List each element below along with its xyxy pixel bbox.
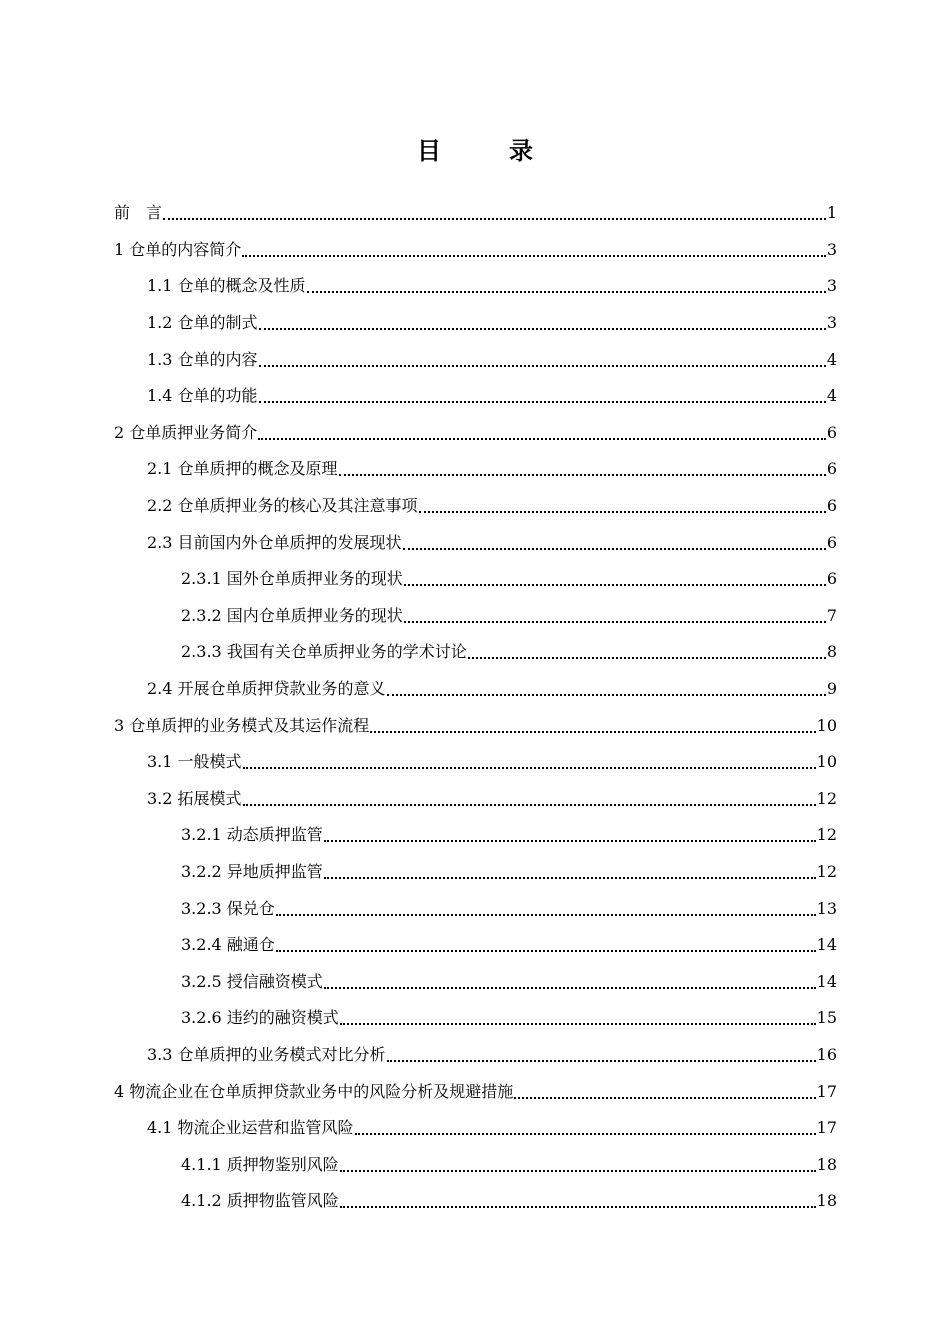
toc-entry-label: 2 仓单质押业务简介: [114, 422, 258, 442]
toc-dot-leader: [403, 528, 826, 550]
toc-entry-label: 2.3.1 国外仓单质押业务的现状: [181, 569, 403, 589]
toc-entry-label: 1 仓单的内容简介: [114, 239, 242, 259]
toc-entry[interactable]: [147, 378, 837, 415]
toc-dot-leader: [468, 637, 826, 659]
toc-dot-leader: [243, 747, 816, 769]
toc-entry-label: 2.3.3 我国有关仓单质押业务的学术讨论: [181, 642, 467, 662]
toc-entry[interactable]: [181, 854, 837, 891]
toc-entry[interactable]: [114, 415, 837, 452]
toc-dot-leader: [324, 967, 816, 989]
toc-entry-page-number: 6: [826, 496, 837, 516]
toc-dot-leader: [276, 894, 816, 916]
toc-dot-leader: [163, 198, 826, 220]
toc-entry[interactable]: [181, 634, 837, 671]
toc-entry-page-number: 8: [826, 642, 837, 662]
toc-entry-label: 3.2.6 违约的融资模式: [181, 1008, 339, 1028]
toc-dot-leader: [370, 711, 815, 733]
toc-entry-label: 3.2.1 动态质押监管: [181, 825, 323, 845]
toc-dot-leader: [242, 235, 826, 257]
toc-entry-page-number: 12: [816, 861, 837, 881]
toc-title: 目 录: [417, 137, 555, 165]
toc-entry[interactable]: [147, 1110, 837, 1147]
toc-entry-page-number: 6: [826, 532, 837, 552]
toc-entry-label: 3.3 仓单质押的业务模式对比分析: [147, 1044, 386, 1064]
toc-entry-label: 4.1.1 质押物鉴别风险: [181, 1154, 339, 1174]
toc-dot-leader: [387, 1040, 816, 1062]
toc-dot-leader: [419, 491, 826, 513]
toc-entry-page-number: 18: [816, 1154, 837, 1174]
toc-dot-leader: [259, 308, 826, 330]
toc-entry-label: 3.2.2 异地质押监管: [181, 861, 323, 881]
toc-entry-label: 4.1.2 质押物监管风险: [181, 1191, 339, 1211]
toc-dot-leader: [340, 1186, 816, 1208]
toc-entry[interactable]: [147, 451, 837, 488]
toc-entry-label: 1.2 仓单的制式: [147, 313, 258, 333]
toc-entry[interactable]: [147, 744, 837, 781]
toc-entry[interactable]: [147, 488, 837, 525]
toc-dot-leader: [307, 271, 826, 293]
toc-entry-page-number: 1: [826, 203, 837, 223]
toc-entry[interactable]: [181, 1000, 837, 1037]
toc-list: [0, 195, 950, 1220]
toc-dot-leader: [243, 784, 816, 806]
toc-dot-leader: [340, 1150, 816, 1172]
toc-entry-page-number: 4: [826, 349, 837, 369]
toc-entry[interactable]: [114, 232, 837, 269]
toc-entry-label: 3.2 拓展模式: [147, 788, 242, 808]
toc-entry-page-number: 12: [816, 788, 837, 808]
toc-entry[interactable]: [181, 927, 837, 964]
toc-entry-page-number: 15: [816, 1008, 837, 1028]
toc-entry[interactable]: [181, 890, 837, 927]
toc-entry-page-number: 10: [816, 752, 837, 772]
toc-entry-page-number: 7: [826, 605, 837, 625]
toc-entry-page-number: 17: [816, 1081, 837, 1101]
toc-entry-label: 3 仓单质押的业务模式及其运作流程: [114, 715, 370, 735]
toc-entry-page-number: 4: [826, 386, 837, 406]
toc-entry-page-number: 6: [826, 569, 837, 589]
toc-entry-label: 3.1 一般模式: [147, 752, 242, 772]
toc-entry-label: 3.2.4 融通仓: [181, 935, 275, 955]
toc-entry[interactable]: [147, 341, 837, 378]
toc-entry-page-number: 14: [816, 935, 837, 955]
toc-entry[interactable]: [114, 1073, 837, 1110]
toc-entry[interactable]: [147, 671, 837, 708]
toc-entry-label: 4 物流企业在仓单质押贷款业务中的风险分析及规避措施: [114, 1081, 514, 1101]
toc-dot-leader: [404, 564, 826, 586]
toc-entry-label: 1.4 仓单的功能: [147, 386, 258, 406]
toc-entry-page-number: 16: [816, 1044, 837, 1064]
toc-entry[interactable]: [147, 781, 837, 818]
toc-dot-leader: [355, 1113, 816, 1135]
toc-entry-label: 前 言: [114, 203, 163, 223]
toc-dot-leader: [259, 381, 826, 403]
toc-entry[interactable]: [114, 195, 837, 232]
toc-entry-label: 1.1 仓单的概念及性质: [147, 276, 306, 296]
toc-entry-label: 2.1 仓单质押的概念及原理: [147, 459, 338, 479]
toc-entry[interactable]: [147, 524, 837, 561]
toc-entry-label: 2.3.2 国内仓单质押业务的现状: [181, 605, 403, 625]
toc-entry[interactable]: [147, 268, 837, 305]
toc-dot-leader: [324, 857, 816, 879]
toc-entry[interactable]: [181, 598, 837, 635]
toc-entry-label: 2.3 目前国内外仓单质押的发展现状: [147, 532, 402, 552]
toc-dot-leader: [324, 820, 816, 842]
toc-entry-page-number: 6: [826, 422, 837, 442]
toc-entry-label: 4.1 物流企业运营和监管风险: [147, 1118, 354, 1138]
toc-entry[interactable]: [147, 1037, 837, 1074]
toc-entry[interactable]: [181, 561, 837, 598]
toc-entry-page-number: 14: [816, 971, 837, 991]
toc-entry-page-number: 18: [816, 1191, 837, 1211]
toc-entry-label: 3.2.5 授信融资模式: [181, 971, 323, 991]
toc-entry-label: 2.4 开展仓单质押贷款业务的意义: [147, 679, 386, 699]
toc-entry-page-number: 3: [826, 239, 837, 259]
toc-entry[interactable]: [181, 817, 837, 854]
toc-entry-label: 1.3 仓单的内容: [147, 349, 258, 369]
toc-entry[interactable]: [181, 963, 837, 1000]
toc-dot-leader: [387, 674, 826, 696]
toc-entry-page-number: 3: [826, 313, 837, 333]
toc-entry-page-number: 17: [816, 1118, 837, 1138]
toc-entry-page-number: 3: [826, 276, 837, 296]
toc-entry[interactable]: [147, 305, 837, 342]
toc-entry[interactable]: [181, 1146, 837, 1183]
toc-entry-page-number: 12: [816, 825, 837, 845]
toc-dot-leader: [340, 1003, 816, 1025]
toc-dot-leader: [339, 454, 826, 476]
toc-entry[interactable]: [181, 1183, 837, 1220]
toc-entry[interactable]: [114, 707, 837, 744]
toc-dot-leader: [404, 601, 826, 623]
toc-entry-page-number: 13: [816, 898, 837, 918]
toc-dot-leader: [276, 930, 816, 952]
toc-dot-leader: [514, 1077, 815, 1099]
toc-entry-page-number: 6: [826, 459, 837, 479]
toc-dot-leader: [259, 345, 826, 367]
toc-entry-label: 3.2.3 保兑仓: [181, 898, 275, 918]
toc-entry-label: 2.2 仓单质押业务的核心及其注意事项: [147, 496, 418, 516]
toc-entry-page-number: 9: [826, 679, 837, 699]
toc-entry-page-number: 10: [816, 715, 837, 735]
toc-dot-leader: [258, 418, 826, 440]
